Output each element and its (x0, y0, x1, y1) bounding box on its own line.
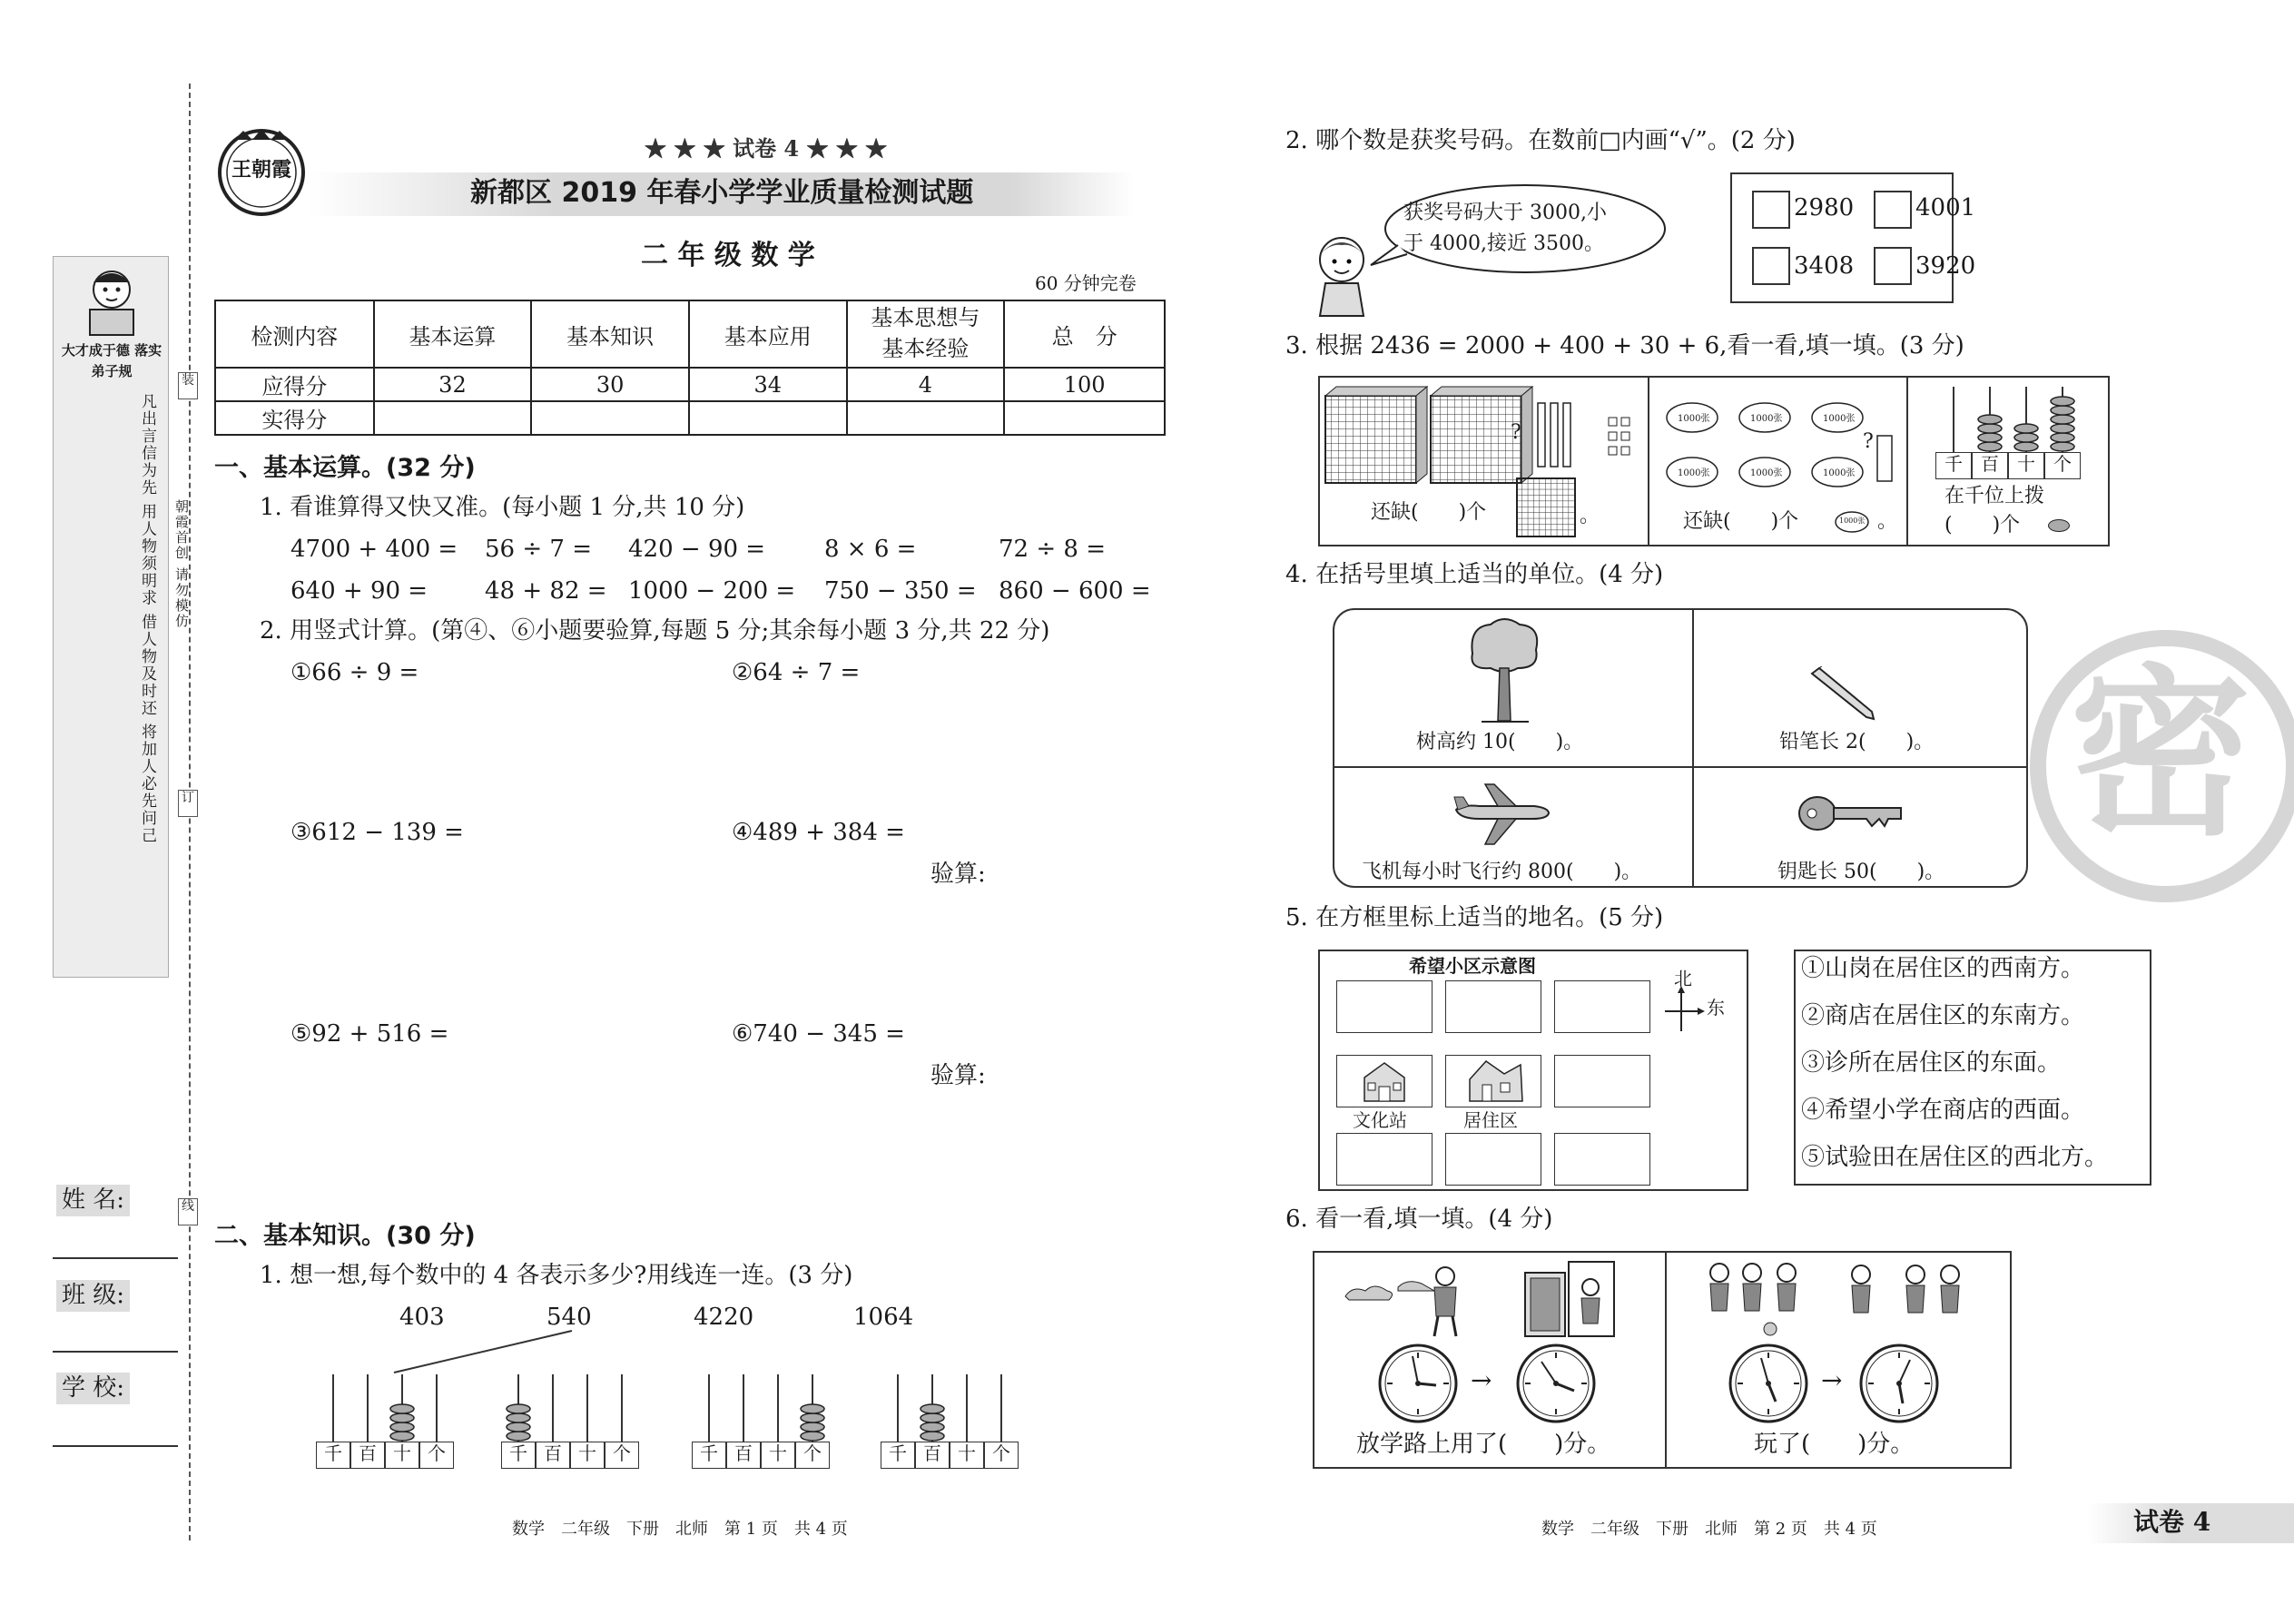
bag-label: 1000张 (1750, 414, 1783, 424)
abacus-label: 千 (316, 1442, 350, 1469)
section1-heading: 一、基本运算。(32 分) (214, 454, 476, 482)
abacus-label: 十 (950, 1442, 984, 1469)
s1-q1-item: 640 + 90 = (290, 577, 428, 605)
q6-caption-1: 放学路上用了( )分。 (1356, 1431, 1611, 1458)
compass-north: 北 (1674, 968, 1692, 989)
clue-item: ①山岗在居住区的西南方。 (1801, 955, 2085, 982)
section2-heading: 二、基本知识。(30 分) (214, 1222, 476, 1250)
score-input-cell[interactable] (1004, 401, 1165, 435)
number-label: 403 (399, 1304, 445, 1331)
bead-icon (2048, 519, 2070, 532)
mascot-icon (81, 264, 143, 337)
map-label: 文化站 (1353, 1109, 1407, 1131)
clue-item: ⑤试验田在居住区的西北方。 (1801, 1144, 2109, 1171)
footer-left: 数学 二年级 下册 北师 第 1 页 共 4 页 (512, 1520, 848, 1539)
abacus-label: 个 (419, 1442, 454, 1469)
option-checkbox[interactable] (1874, 191, 1912, 229)
abacus-label: 十 (2008, 452, 2044, 479)
clock-end-icon-2 (1857, 1342, 1941, 1425)
brand-logo-text: 王朝霞 (231, 158, 291, 182)
r-q4-title: 4. 在括号里填上适当的单位。(4 分) (1285, 561, 1664, 588)
q6-divider (1665, 1251, 1667, 1469)
clock-end-icon (1514, 1342, 1598, 1425)
abacus-label: 百 (536, 1442, 570, 1469)
map-label: 居住区 (1463, 1109, 1518, 1131)
q3-divider (1648, 376, 1649, 546)
number-label: 4220 (694, 1304, 754, 1331)
q3-period: 。 (1877, 510, 1898, 533)
sidebar-motto (53, 256, 169, 978)
clue-item: ②商店在居住区的东南方。 (1801, 1002, 2085, 1029)
sidebar-motto-top: 大才成于德 落实弟子规 (61, 342, 162, 379)
s1-q1-item: 8 × 6 = (824, 536, 917, 563)
check-label: 验算: (930, 861, 986, 888)
score-input-cell[interactable] (374, 401, 532, 435)
number-label: 1064 (853, 1304, 914, 1331)
abacus-label: 十 (761, 1442, 795, 1469)
brand-logo (216, 127, 307, 218)
s1-q2-item: ⑥740 − 345 = (732, 1020, 905, 1048)
bubble-text: 获奖号码大于 3000,小 (1403, 202, 1607, 224)
kids-playing-icon (1701, 1258, 1992, 1340)
option-checkbox[interactable] (1752, 191, 1790, 229)
q3-period: 。 (1580, 505, 1600, 527)
r-q6-title: 6. 看一看,填一填。(4 分) (1285, 1206, 1553, 1233)
clue-item: ④希望小学在商店的西面。 (1801, 1097, 2085, 1124)
bag-label: 1000张 (1823, 414, 1856, 424)
score-input-cell[interactable] (689, 401, 847, 435)
abacus-2 (501, 1371, 639, 1471)
unit-item: 铅笔长 2( )。 (1779, 731, 1935, 753)
q3-caption-3a: 在千位上拨 (1944, 485, 2045, 507)
option-value: 4001 (1915, 194, 1976, 221)
compass-east: 东 (1707, 997, 1725, 1019)
pencil-icon (1807, 666, 1879, 721)
map-slot[interactable] (1445, 1133, 1541, 1186)
thousand-cubes-icon (1324, 385, 1560, 485)
map-slot[interactable] (1336, 1133, 1433, 1186)
school-scene-icon (1344, 1260, 1634, 1342)
abacus-label: 十 (570, 1442, 605, 1469)
r-q5-title: 5. 在方框里标上适当的地名。(5 分) (1285, 904, 1664, 931)
school-field-line[interactable] (53, 1445, 178, 1447)
s1-q1-item: 56 ÷ 7 = (485, 536, 592, 563)
score-header: 基本应用 (689, 300, 847, 368)
score-table (214, 300, 1166, 436)
small-bag-icon (1834, 510, 1870, 534)
s2-q1-title: 1. 想一想,每个数中的 4 各表示多少?用线连一连。(3 分) (260, 1262, 853, 1289)
score-cell: 100 (1004, 368, 1165, 401)
seal-char: 密 (2070, 649, 2252, 861)
bag-label: 1000张 (1750, 468, 1783, 478)
map-title: 希望小区示意图 (1409, 955, 1536, 977)
s1-q2-title: 2. 用竖式计算。(第④、⑥小题要验算,每题 5 分;其余每小题 3 分,共 22 分) (260, 617, 1050, 645)
seal-watermark (2030, 630, 2294, 902)
name-field-label: 姓 名: (56, 1185, 130, 1216)
abacus-label: 百 (915, 1442, 950, 1469)
tree-icon (1463, 617, 1545, 726)
class-field-label: 班 级: (56, 1280, 130, 1312)
clock-start-icon (1376, 1342, 1460, 1425)
r-q2-title: 2. 哪个数是获奖号码。在数前□内画“√”。(2 分) (1285, 127, 1796, 154)
s1-q1-item: 72 ÷ 8 = (999, 536, 1106, 563)
q3-caption-1: 还缺( )个 (1371, 501, 1487, 524)
s1-q2-item: ④489 + 384 = (732, 819, 905, 846)
question-mark-icon: ? (1511, 421, 1521, 444)
abacus-label: 个 (605, 1442, 639, 1469)
s1-q1-item: 420 − 90 = (628, 536, 766, 563)
bag-label: 1000张 (1678, 468, 1710, 478)
binding-stamp-1: 装 (178, 372, 198, 399)
corner-tag-text: 试卷 4 (2133, 1507, 2211, 1537)
s1-q2-item: ③612 − 139 = (290, 819, 464, 846)
binding-vertical-note: 朝霞首创 请勿模仿 (173, 499, 190, 629)
s1-q2-item: ⑤92 + 516 = (290, 1020, 449, 1048)
hundred-flat-icon (1516, 477, 1576, 537)
number-label: 540 (546, 1304, 592, 1331)
page-title: 新都区 2019 年春小学学业质量检测试题 (470, 177, 974, 209)
score-header: 检测内容 (215, 300, 374, 368)
arrow-icon: → (1471, 1365, 1492, 1395)
clue-item: ③诊所在居住区的东面。 (1801, 1049, 2062, 1077)
q4-divider-h (1333, 766, 2028, 768)
option-value: 3408 (1794, 252, 1855, 280)
tens-rods-icon (1534, 399, 1643, 472)
abacus-label: 千 (692, 1442, 726, 1469)
map-slot[interactable] (1554, 1055, 1650, 1107)
score-input-cell[interactable] (531, 401, 689, 435)
class-field-line[interactable] (53, 1351, 178, 1353)
sidebar-poem: 凡出言信为先 用人物须明求 借人物及时还 将加人必先问己 (138, 393, 156, 845)
bubble-text: 于 4000,接近 3500。 (1403, 232, 1604, 255)
abacus-label: 百 (1972, 452, 2008, 479)
s1-q2-item: ②64 ÷ 7 = (732, 659, 861, 686)
clock-start-icon-2 (1727, 1342, 1810, 1425)
s1-q1-item: 860 − 600 = (999, 577, 1151, 605)
question-mark-icon: ? (1863, 430, 1874, 453)
score-cell: 32 (374, 368, 532, 401)
arrow-icon: → (1821, 1365, 1843, 1395)
binding-stamp-2: 订 (178, 790, 198, 817)
abacus-3 (692, 1371, 830, 1471)
s1-q1-item: 4700 + 400 = (290, 536, 458, 563)
q3-caption-2: 还缺( )个 (1683, 510, 1799, 533)
check-label: 验算: (930, 1062, 986, 1089)
s1-q2-item: ①66 ÷ 9 = (290, 659, 419, 686)
score-cell: 应得分 (215, 368, 374, 401)
score-header: 基本思想与基本经验 (847, 300, 1005, 368)
abacus-label: 千 (1935, 452, 1972, 479)
speech-bubble (1362, 182, 1670, 281)
abacus-q3 (1935, 385, 2081, 479)
score-cell: 实得分 (215, 401, 374, 435)
key-icon (1797, 790, 1906, 841)
abacus-4 (881, 1371, 1019, 1471)
bag-label: 1000张 (1823, 468, 1856, 478)
abacus-label: 个 (984, 1442, 1019, 1469)
option-checkbox[interactable] (1752, 247, 1790, 285)
map-slot[interactable] (1445, 980, 1541, 1033)
footer-right: 数学 二年级 下册 北师 第 2 页 共 4 页 (1541, 1520, 1877, 1539)
q6-caption-2: 玩了( )分。 (1754, 1431, 1915, 1458)
option-value: 2980 (1794, 194, 1855, 221)
unit-item: 飞机每小时飞行约 800( )。 (1362, 861, 1642, 883)
binding-stamp-3: 线 (178, 1198, 198, 1225)
score-header: 基本知识 (531, 300, 689, 368)
bag-label: 1000张 (1678, 414, 1710, 424)
q3-caption-3b: ( )个 (1944, 514, 2021, 536)
time-note: 60 分钟完卷 (1035, 272, 1137, 294)
score-input-cell[interactable] (847, 401, 1005, 435)
abacus-label: 千 (881, 1442, 915, 1469)
s1-q1-item: 48 + 82 = (485, 577, 607, 605)
unit-item: 钥匙长 50( )。 (1777, 861, 1945, 883)
option-value: 3920 (1915, 252, 1976, 280)
airplane-icon (1452, 782, 1552, 846)
s1-q1-item: 1000 − 200 = (628, 577, 796, 605)
abacus-label: 百 (726, 1442, 761, 1469)
score-cell: 4 (847, 368, 1005, 401)
option-checkbox[interactable] (1874, 247, 1912, 285)
s1-q1-item: 750 − 350 = (824, 577, 977, 605)
score-cell: 30 (531, 368, 689, 401)
map-residential (1445, 1055, 1541, 1107)
s1-q1-title: 1. 看谁算得又快又准。(每小题 1 分,共 10 分) (260, 494, 745, 521)
name-field-line[interactable] (53, 1257, 178, 1259)
paper-label: ★ ★ ★ 试卷 4 ★ ★ ★ (645, 135, 888, 162)
score-header: 基本运算 (374, 300, 532, 368)
unit-item: 树高约 10( )。 (1416, 731, 1584, 753)
map-slot[interactable] (1554, 1133, 1650, 1186)
map-slot[interactable] (1336, 980, 1433, 1033)
bag-label: 1000张 (1839, 517, 1866, 525)
map-culture-station (1336, 1055, 1433, 1107)
q4-divider-v (1692, 608, 1694, 888)
map-slot[interactable] (1554, 980, 1650, 1033)
r-q3-title: 3. 根据 2436 = 2000 + 400 + 30 + 6,看一看,填一填。(3 分) (1285, 332, 1964, 359)
abacus-label: 千 (501, 1442, 536, 1469)
abacus-label: 十 (385, 1442, 419, 1469)
score-cell: 34 (689, 368, 847, 401)
abacus-label: 个 (795, 1442, 830, 1469)
page-subtitle: 二 年 级 数 学 (641, 240, 815, 271)
abacus-1 (316, 1371, 454, 1471)
score-header: 总 分 (1004, 300, 1165, 368)
abacus-label: 百 (350, 1442, 385, 1469)
paper-bags-icon (1656, 381, 1901, 508)
school-field-label: 学 校: (56, 1373, 130, 1404)
q3-divider (1906, 376, 1908, 546)
abacus-label: 个 (2044, 452, 2081, 479)
